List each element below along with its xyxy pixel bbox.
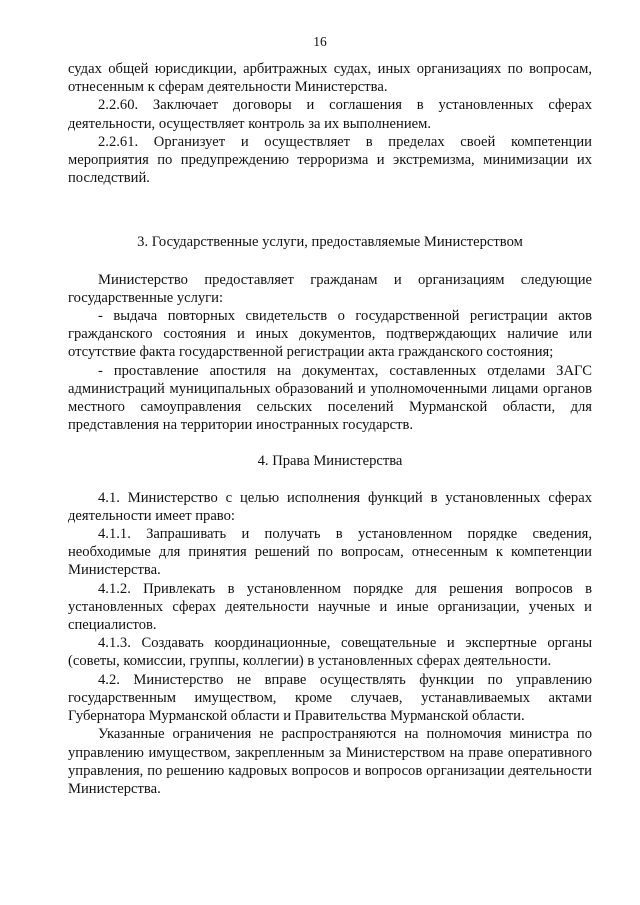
paragraph-2-2-60: 2.2.60. Заключает договоры и соглашения в установленных сферах деятельности, осуществляет контроль за их выполнением. [68,97,592,132]
spacer [68,187,592,233]
spacer [68,434,592,452]
section-4-heading: 4. Права Министерства [257,453,403,470]
paragraph-4-1-2: 4.1.2. Привлекать в установленном порядке для решения вопросов в установленных сферах деятельности научные и иные организации, ученых и специалистов. [68,580,592,634]
paragraph-restrictions: Указанные ограничения не распространяются на полномочия министра по управлению имуществом, закрепленным за Министерством на праве оперативного управления, по решению кадровых вопросов и вопросов организации деятельности Министерства. [68,726,592,797]
section-3-heading: 3. Государственные услуги, предоставляемые Министерством [137,234,523,251]
paragraph-services-intro: Министерство предоставляет гражданам и организациям следующие государственные услуги: [68,271,592,306]
spacer [68,252,592,271]
paragraph-4-1-3: 4.1.3. Создавать координационные, совещательные и экспертные органы (советы, комиссии, группы, коллегии) в установленных сферах деятельности. [68,635,592,670]
paragraph-4-1: 4.1. Министерство с целью исполнения функций в установленных сферах деятельности имеет право: [68,489,592,524]
paragraph-continuation: судах общей юрисдикции, арбитражных судах, иных организациях по вопросам, отнесенным к сферам деятельности Министерства. [68,61,592,96]
spacer [68,471,592,489]
page-number: 16 [313,34,327,49]
document-body [68,60,592,798]
paragraph-4-2: 4.2. Министерство не вправе осуществлять функции по управлению государственным имуществом, кроме случаев, устанавливаемых актами Губернатора Мурманской области и Правительства Мурманской области. [68,671,592,725]
paragraph-2-2-61: 2.2.61. Организует и осуществляет в пределах своей компетенции мероприятия по предупреждению терроризма и экстремизма, минимизации их последствий. [68,133,592,187]
paragraph-service-1: - выдача повторных свидетельств о государственной регистрации актов гражданского состояния и иных документов, подтверждающих наличие или отсутствие факта государственной регистрации акта гражданского состояния; [68,308,592,361]
paragraph-4-1-1: 4.1.1. Запрашивать и получать в установленном порядке сведения, необходимые для принятия решений по вопросам, отнесенным к компетенции Министерства. [68,526,592,579]
paragraph-service-2: - проставление апостиля на документах, составленных отделами ЗАГС администраций муниципальных образований и уполномоченными лицами органов местного самоуправления сельских поселений Мурманской области, для представления на территории иностранных государств. [68,362,592,434]
